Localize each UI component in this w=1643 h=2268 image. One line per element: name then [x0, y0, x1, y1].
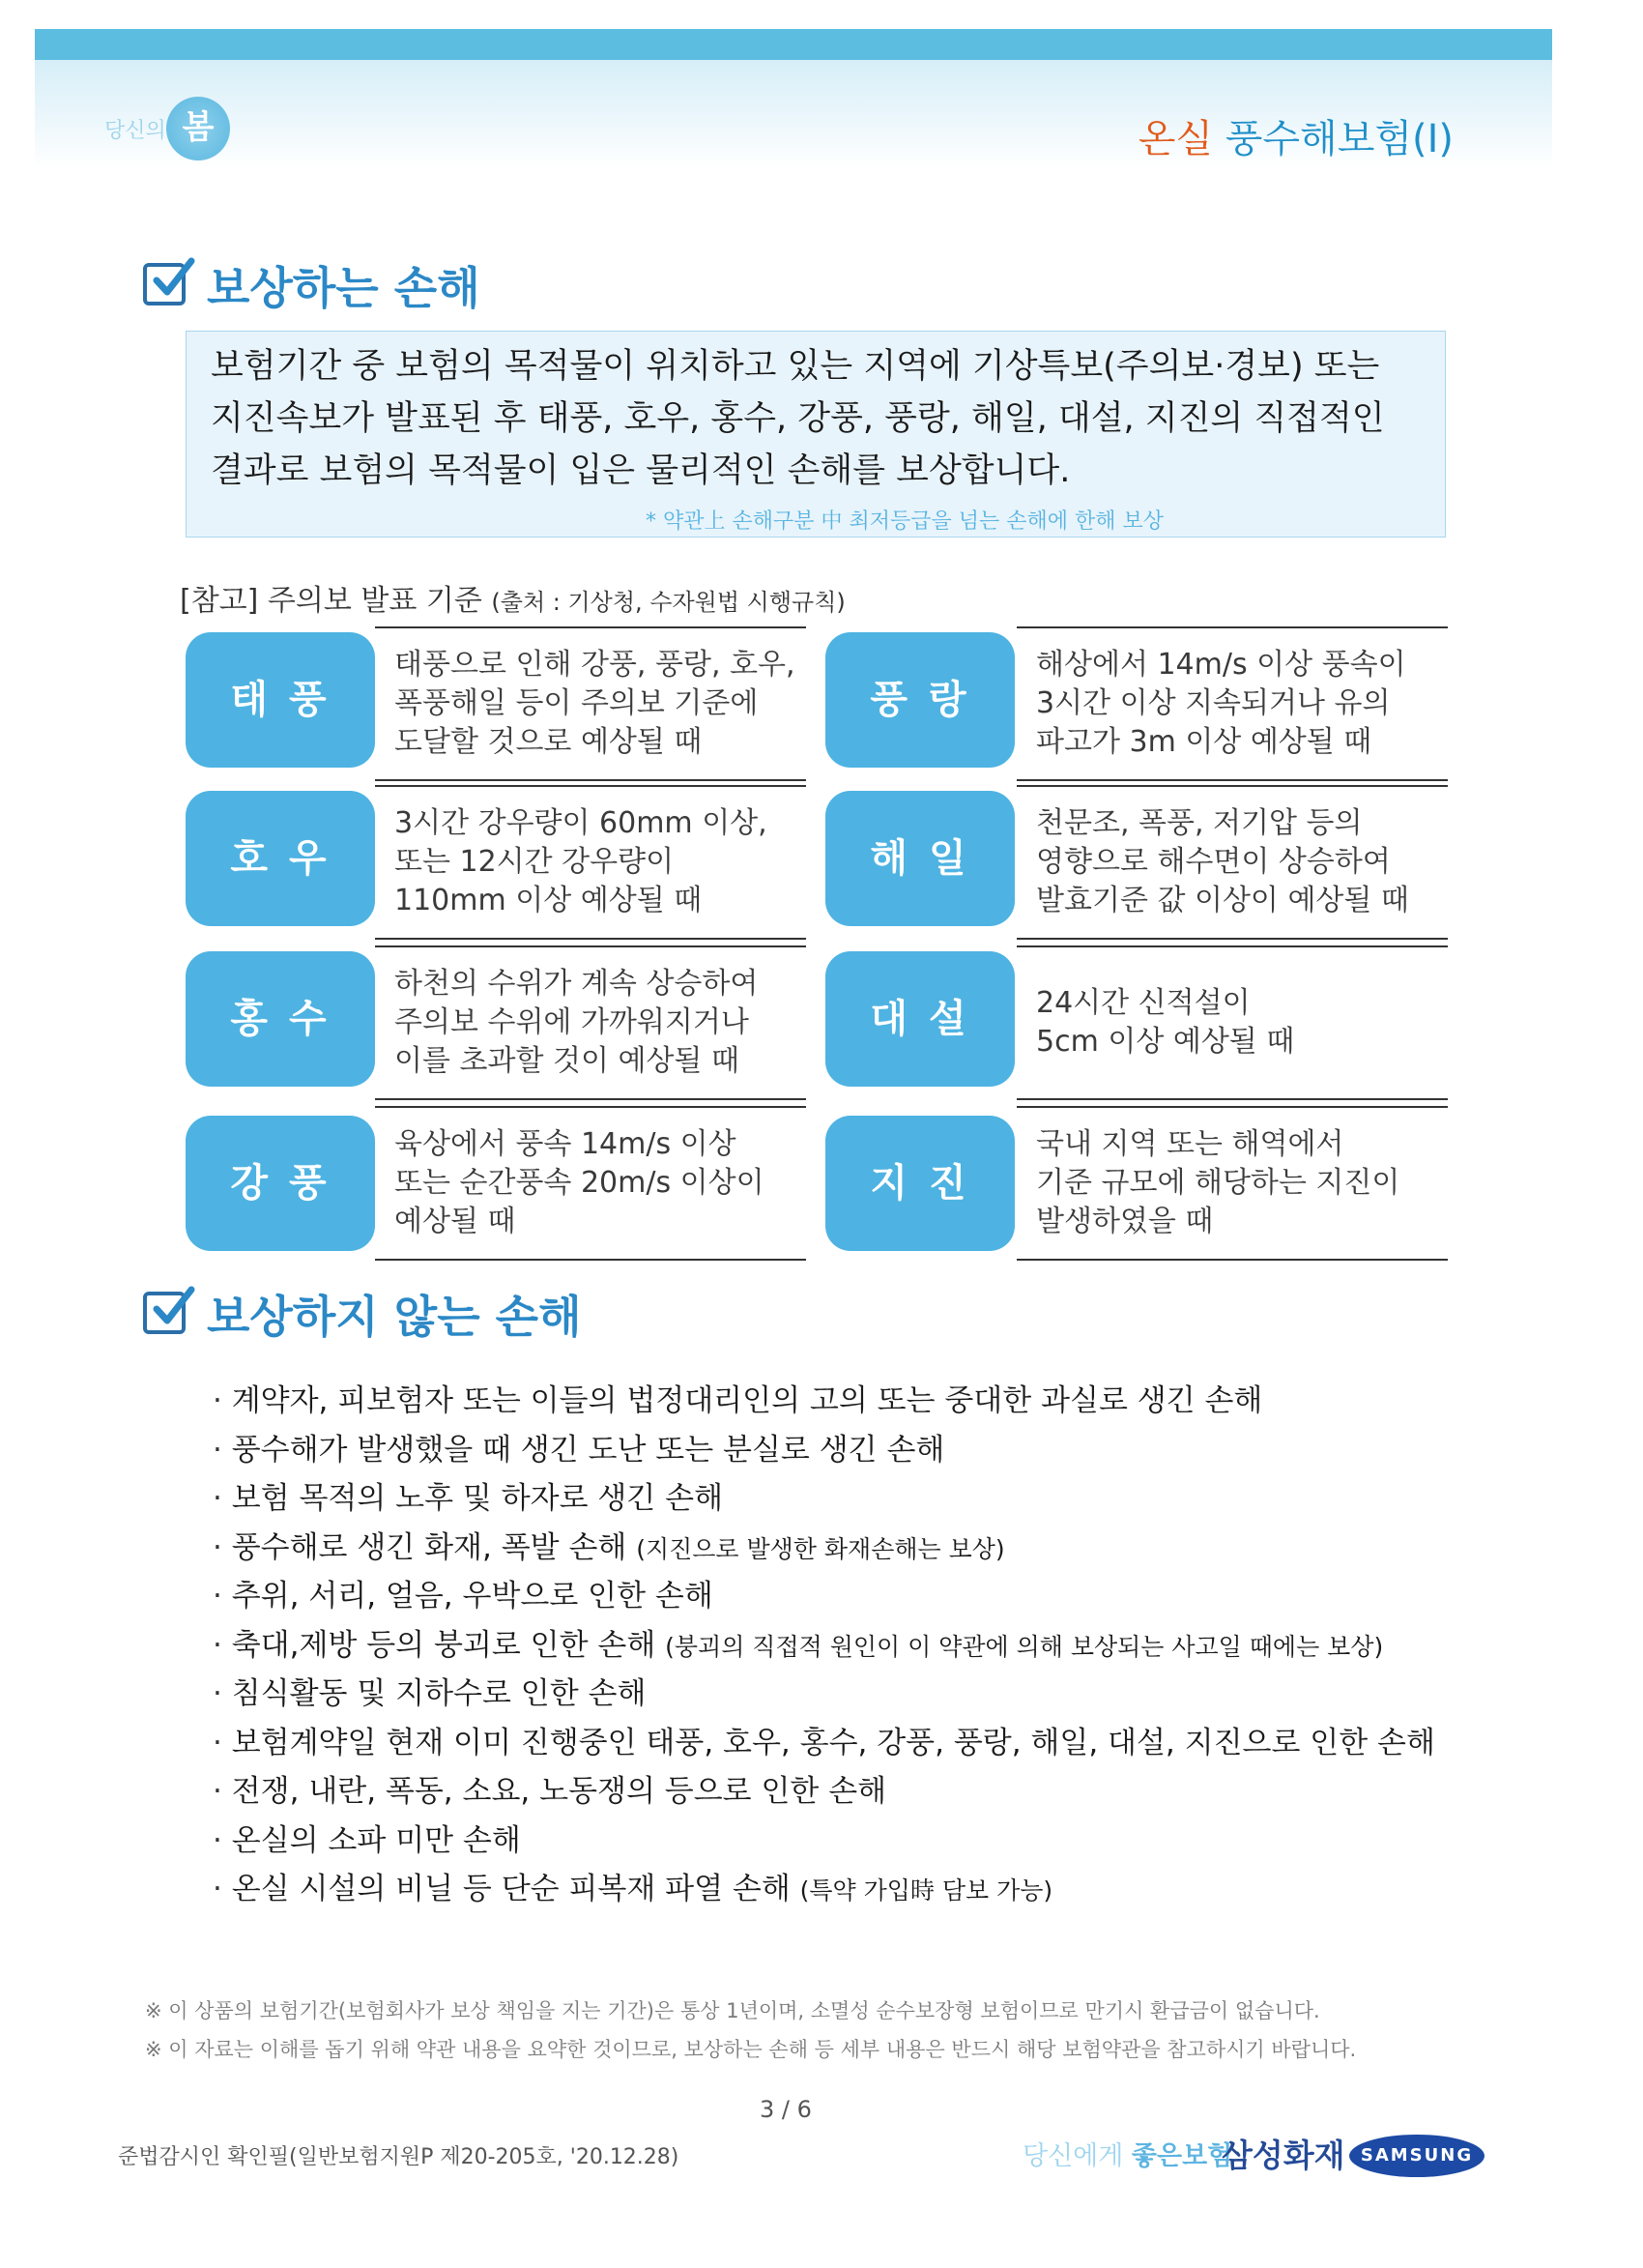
list-item: · 풍수해가 발생했을 때 생긴 도난 또는 분실로 생긴 손해 — [213, 1427, 1435, 1476]
section-title-not-covered: 보상하지 않는 손해 — [207, 1291, 582, 1343]
summary-line: 지진속보가 발표된 후 태풍, 호우, 홍수, 강풍, 풍랑, 해일, 대설, 지진의 직접적인 — [211, 399, 1385, 438]
list-item: · 온실 시설의 비닐 등 단순 피복재 파열 손해 (특약 가입時 담보 가능) — [213, 1866, 1435, 1915]
desc-line: 24시간 신적설이 — [1036, 986, 1251, 1020]
title-part-insurance: 풍수해보험(Ⅰ) — [1213, 117, 1454, 161]
desc-line: 파고가 3m 이상 예상될 때 — [1036, 725, 1372, 759]
desc-line: 태풍으로 인해 강풍, 풍랑, 호우, — [394, 648, 795, 682]
reference-source: (출처 : 기상청, 수자원법 시행규칙) — [491, 589, 846, 616]
logo-text: 당신의 — [104, 119, 166, 143]
brand-name: 삼성화재 — [1222, 2137, 1345, 2174]
warning-label-typhoon: 태 풍 — [186, 632, 375, 768]
footnote: ※ 이 상품의 보험기간(보험회사가 보상 책임을 지는 기간)은 통상 1년이며, 소멸성 순수보장형 보험이므로 만기시 환급금이 없습니다. — [145, 1999, 1320, 2022]
warning-desc-heavy-rain — [375, 785, 806, 940]
desc-line: 또는 순간풍속 20m/s 이상이 — [394, 1166, 764, 1200]
list-item: · 온실의 소파 미만 손해 — [213, 1817, 1435, 1867]
warning-label-earthquake: 지 진 — [825, 1116, 1015, 1251]
warning-label-flood: 홍 수 — [186, 951, 375, 1087]
desc-line: 이를 초과할 것이 예상될 때 — [394, 1044, 739, 1078]
samsung-logo: SAMSUNG — [1349, 2135, 1484, 2177]
reference-heading — [180, 576, 846, 619]
list-item: · 전쟁, 내란, 폭동, 소요, 노동쟁의 등으로 인한 손해 — [213, 1768, 1435, 1817]
desc-line: 폭풍해일 등이 주의보 기준에 — [394, 686, 759, 720]
summary-line: 보험기간 중 보험의 목적물이 위치하고 있는 지역에 기상특보(주의보·경보) 또는 — [211, 347, 1380, 386]
desc-line: 영향으로 해수면이 상승하여 — [1036, 845, 1391, 879]
warning-desc-high-seas — [1017, 626, 1448, 781]
page-number: 3 / 6 — [760, 2096, 812, 2123]
reference-title: [참고] 주의보 발표 기준 — [180, 584, 482, 618]
desc-line: 3시간 이상 지속되거나 유의 — [1036, 686, 1391, 720]
desc-line: 3시간 강우량이 60mm 이상, — [394, 806, 767, 840]
list-item: · 보험계약일 현재 이미 진행중인 태풍, 호우, 홍수, 강풍, 풍랑, 해일, 대설, 지진으로 인한 손해 — [213, 1720, 1435, 1769]
desc-line: 주의보 수위에 가까워지거나 — [394, 1005, 749, 1039]
checkbox-icon — [143, 1292, 186, 1334]
list-item: · 보험 목적의 노후 및 하자로 생긴 손해 — [213, 1475, 1435, 1525]
desc-line: 또는 12시간 강우량이 — [394, 845, 675, 879]
checkbox-icon — [143, 263, 186, 305]
footer-slogan: 당신에게 좋은보험 — [1023, 2141, 1233, 2171]
summary-text — [211, 340, 1438, 497]
list-item: · 침식활동 및 지하수로 인한 손해 — [213, 1671, 1435, 1720]
warning-desc-earthquake — [1017, 1106, 1448, 1261]
flower-logo-icon: 봄 — [166, 97, 230, 160]
title-part-greenhouse: 온실 — [1138, 117, 1214, 161]
desc-line: 110mm 이상 예상될 때 — [394, 884, 703, 917]
warning-desc-typhoon — [375, 626, 806, 781]
warning-desc-strong-wind — [375, 1106, 806, 1261]
approval-text: 준법감시인 확인필(일반보험지원P 제20-205호, '20.12.28) — [118, 2145, 679, 2169]
warning-label-heavy-rain: 호 우 — [186, 791, 375, 926]
warning-label-storm-surge: 해 일 — [825, 791, 1015, 926]
exclusion-list — [213, 1378, 1435, 1915]
summary-note: * 약관上 손해구분 中 최저등급을 넘는 손해에 한해 보상 — [646, 509, 1164, 534]
desc-line: 5cm 이상 예상될 때 — [1036, 1025, 1295, 1059]
desc-line: 하천의 수위가 계속 상승하여 — [394, 967, 759, 1001]
desc-line: 천문조, 폭풍, 저기압 등의 — [1036, 806, 1363, 840]
section-title-covered: 보상하는 손해 — [207, 262, 480, 314]
desc-line: 예상될 때 — [394, 1205, 516, 1238]
desc-line: 도달할 것으로 예상될 때 — [394, 725, 703, 759]
list-item: · 축대,제방 등의 붕괴로 인한 손해 (붕괴의 직접적 원인이 이 약관에 의해 보상되는 사고일 때에는 보상) — [213, 1622, 1435, 1672]
list-item: · 계약자, 피보험자 또는 이들의 법정대리인의 고의 또는 중대한 과실로 생긴 손해 — [213, 1378, 1435, 1427]
warning-desc-heavy-snow — [1017, 945, 1448, 1100]
warning-desc-storm-surge — [1017, 785, 1448, 940]
desc-line: 해상에서 14m/s 이상 풍속이 — [1036, 648, 1406, 682]
desc-line: 발효기준 값 이상이 예상될 때 — [1036, 884, 1409, 917]
list-item: · 풍수해로 생긴 화재, 폭발 손해 (지진으로 발생한 화재손해는 보상) — [213, 1525, 1435, 1574]
document-title — [1139, 108, 1454, 163]
warning-label-high-seas: 풍 랑 — [825, 632, 1015, 768]
summary-line: 결과로 보험의 목적물이 입은 물리적인 손해를 보상합니다. — [211, 451, 1071, 490]
desc-line: 발생하였을 때 — [1036, 1205, 1214, 1238]
list-item: · 추위, 서리, 얼음, 우박으로 인한 손해 — [213, 1573, 1435, 1622]
desc-line: 육상에서 풍속 14m/s 이상 — [394, 1127, 736, 1161]
footnote: ※ 이 자료는 이해를 돕기 위해 약관 내용을 요약한 것이므로, 보상하는 손해 등 세부 내용은 반드시 해당 보험약관을 참고하시기 바랍니다. — [145, 2038, 1357, 2061]
warning-desc-flood — [375, 945, 806, 1100]
desc-line: 국내 지역 또는 해역에서 — [1036, 1127, 1344, 1161]
desc-line: 기준 규모에 해당하는 지진이 — [1036, 1166, 1400, 1200]
warning-label-strong-wind: 강 풍 — [186, 1116, 375, 1251]
header-band — [35, 29, 1552, 60]
warning-label-heavy-snow: 대 설 — [825, 951, 1015, 1087]
